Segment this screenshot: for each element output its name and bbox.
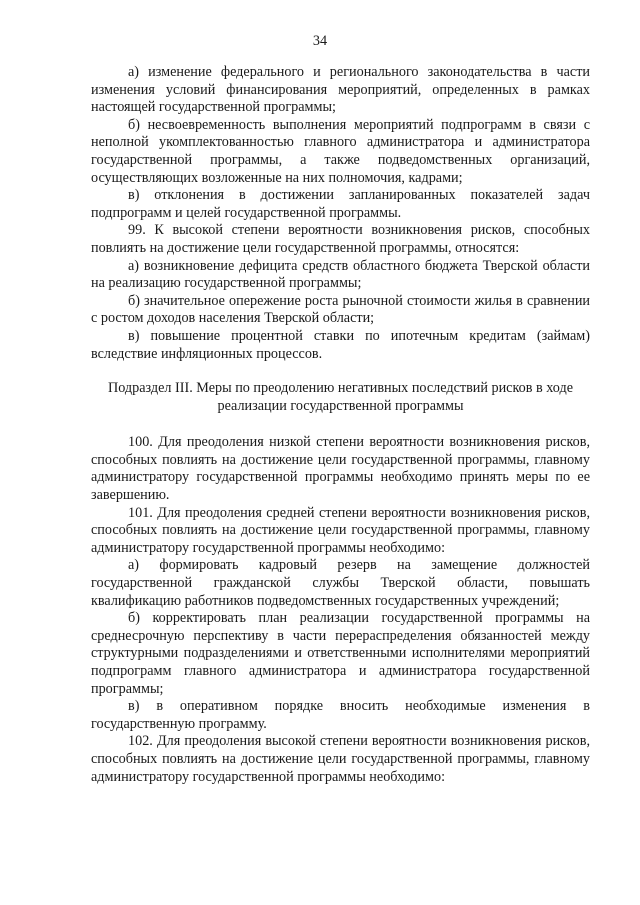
paragraph-item-a-legislation: а) изменение федерального и регионального законодательства в части изменения условий финансирования мероприятий, определенных в рамках настоящей государственной программы; — [91, 64, 590, 116]
paragraph-101-item-a: а) формировать кадровый резерв на замещение должностей государственной гражданской службы Тверской области, повышать квалификацию работников подведомственных государственных учреждений; — [91, 557, 590, 609]
paragraph-101-item-c: в) в оперативном порядке вносить необходимые изменения в государственную программу. — [91, 698, 590, 732]
paragraph-100: 100. Для преодоления низкой степени вероятности возникновения рисков, способных повлиять на достижение цели государственной программы, главному администратору государственной программы необходимо принять меры по ее завершению. — [91, 434, 590, 504]
paragraph-101: 101. Для преодоления средней степени вероятности возникновения рисков, способных повлиять на достижение цели государственной программы, главному администратору государственной программы необходимо: — [91, 504, 590, 556]
paragraph-101-item-b: б) корректировать план реализации государственной программы на среднесрочную перспективу в части перераспределения обязанностей между структурными подразделениями и ответственными исполнителями мероприятий подпрограмм главного администратора и администратора государственной программы; — [91, 610, 590, 697]
paragraph-99-item-c: в) повышение процентной ставки по ипотечным кредитам (займам) вследствие инфляционных процессов. — [91, 327, 590, 362]
paragraph-item-c-deviations: в) отклонения в достижении запланированных показателей задач подпрограмм и целей государственной программы. — [91, 187, 590, 221]
paragraph-99: 99. К высокой степени вероятности возникновения рисков, способных повлиять на достижение цели государственной программы, относятся: — [91, 222, 590, 256]
subsection-heading: Подраздел III. Меры по преодолению негативных последствий рисков в ходе реализации государственной программы — [108, 380, 573, 414]
paragraph-99-item-a: а) возникновение дефицита средств областного бюджета Тверской области на реализацию государственной программы; — [91, 257, 590, 292]
paragraph-99-item-b: б) значительное опережение роста рыночной стоимости жилья в сравнении с ростом доходов населения Тверской области; — [91, 292, 590, 327]
paragraph-item-b-staffing: б) несвоевременность выполнения мероприятий подпрограмм в связи с неполной укомплектованностью главного администратора и администратора государственной программы, а также подведомственных организаций, осуществляющих возложенные на них полномочия, кадрами; — [91, 116, 590, 186]
page-number: 34 — [312, 33, 328, 49]
document-body — [91, 64, 590, 786]
paragraph-102: 102. Для преодоления высокой степени вероятности возникновения рисков, способных повлиять на достижение цели государственной программы, главному администратору государственной программы необходимо: — [91, 733, 590, 785]
